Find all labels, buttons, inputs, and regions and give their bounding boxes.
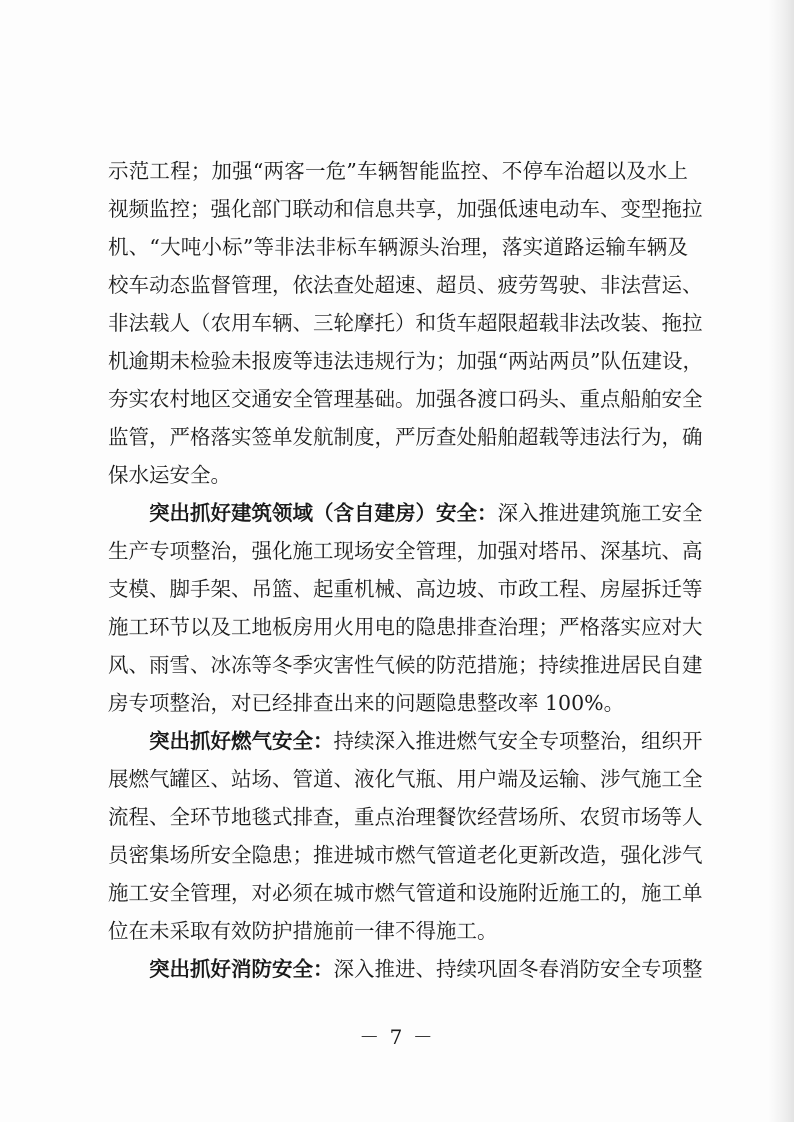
text-line: 机、“大吨小标”等非法非标车辆源头治理，落实道路运输车辆及: [108, 235, 688, 259]
paragraph-start-construction: [108, 494, 703, 532]
text-line: 监管，严格落实签单发航制度，严厉查处船舶超载等违法行为，确: [108, 425, 703, 449]
text-run: 深入推进、持续巩固冬春消防安全专项整: [333, 957, 703, 981]
text-run: 深入推进建筑施工安全: [497, 501, 703, 525]
text-line: 示范工程；加强“两客一危”车辆智能监控、不停车治超以及水上: [108, 159, 688, 183]
text-line: 风、雨雪、冰冻等冬季灾害性气候的防范措施；持续推进居民自建: [108, 653, 703, 677]
text-line: 流程、全环节地毯式排查，重点治理餐饮经营场所、农贸市场等人: [108, 805, 703, 829]
section-lead-construction: 突出抓好建筑领域（含自建房）安全：: [149, 501, 498, 525]
text-line: 视频监控；强化部门联动和信息共享，加强低速电动车、变型拖拉: [108, 197, 703, 221]
text-line: 非法载人（农用车辆、三轮摩托）和货车超限超载非法改装、拖拉: [108, 311, 703, 335]
text-line: 支模、脚手架、吊篮、起重机械、高边坡、市政工程、房屋拆迁等: [108, 577, 703, 601]
page-number: － 7 －: [359, 1025, 435, 1049]
section-lead-fire: 突出抓好消防安全：: [149, 957, 334, 981]
text-line: 生产专项整治，强化施工现场安全管理，加强对塔吊、深基坑、高: [108, 539, 703, 563]
scan-shadow-edge: [768, 0, 794, 1122]
text-line: 展燃气罐区、站场、管道、液化气瓶、用户端及运输、涉气施工全: [108, 767, 703, 791]
paragraph-start-gas: [108, 722, 703, 760]
text-line: 位在未采取有效防护措施前一律不得施工。: [108, 919, 498, 943]
text-line: 校车动态监督管理，依法查处超速、超员、疲劳驾驶、非法营运、: [108, 273, 703, 297]
text-run: 持续深入推进燃气安全专项整治，组织开: [333, 729, 703, 753]
section-lead-gas: 突出抓好燃气安全：: [149, 729, 334, 753]
document-body: [108, 152, 703, 988]
text-line: 施工安全管理，对必须在城市燃气管道和设施附近施工的，施工单: [108, 881, 703, 905]
text-line: 房专项整治，对已经排查出来的问题隐患整改率 100%。: [108, 691, 625, 715]
paragraph-start-fire: [108, 950, 703, 988]
text-line: 施工环节以及工地板房用火用电的隐患排查治理；严格落实应对大: [108, 615, 703, 639]
text-line: 保水运安全。: [108, 463, 231, 487]
text-line: 员密集场所安全隐患；推进城市燃气管道老化更新改造，强化涉气: [108, 843, 703, 867]
text-line: 夯实农村地区交通安全管理基础。加强各渡口码头、重点船舶安全: [108, 387, 703, 411]
text-line: 机逾期未检验未报废等违法违规行为；加强“两站两员”队伍建设，: [108, 349, 703, 373]
